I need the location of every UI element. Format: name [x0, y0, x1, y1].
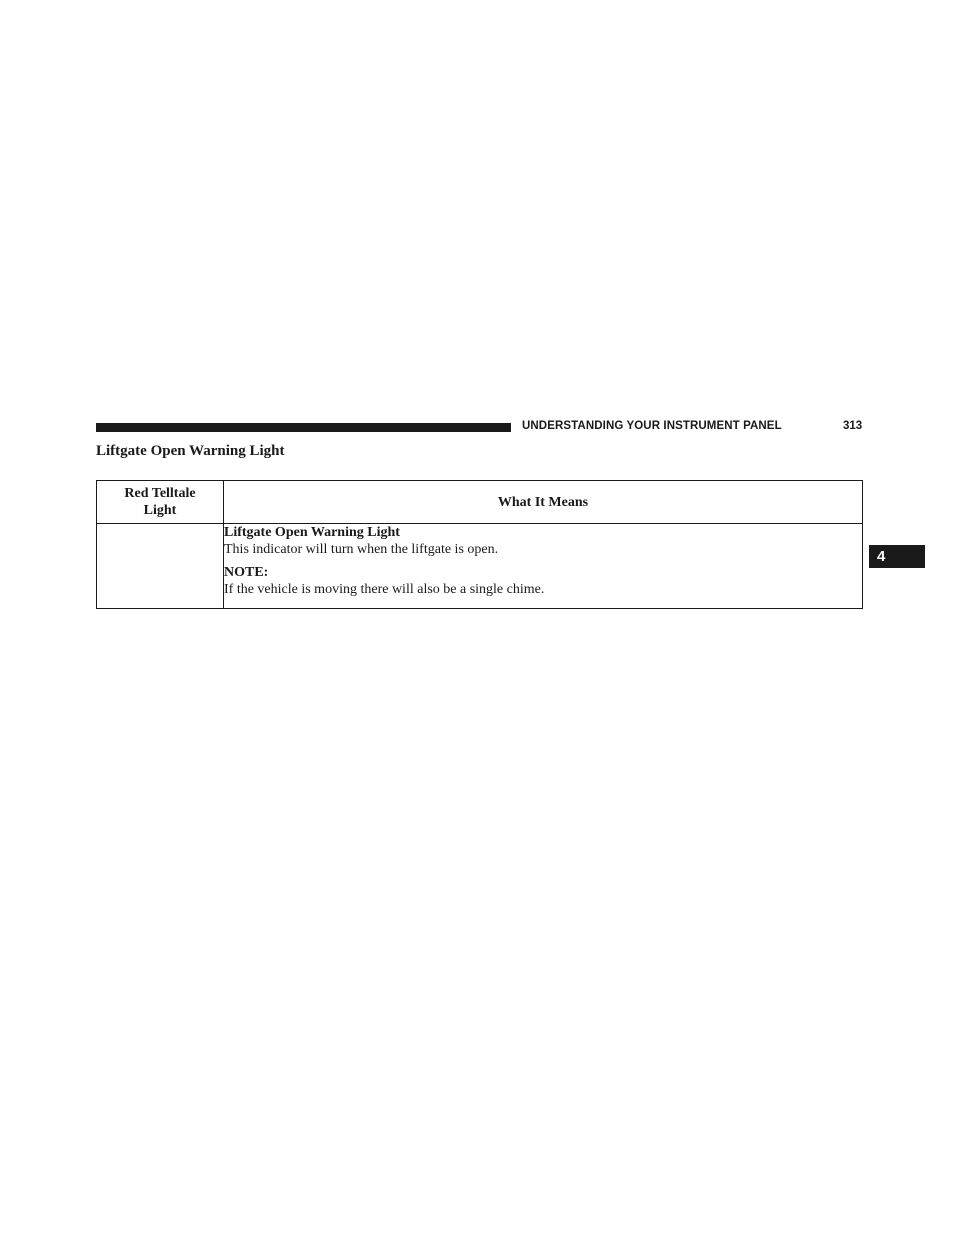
section-heading: Liftgate Open Warning Light	[96, 443, 285, 459]
entry-description: This indicator will turn when the liftgate is open.	[224, 542, 499, 557]
entry-title: Liftgate Open Warning Light	[224, 525, 400, 540]
chapter-tab: 4	[869, 545, 925, 568]
telltale-icon-cell	[97, 524, 224, 609]
column-header-meaning: What It Means	[224, 481, 863, 524]
note-text: If the vehicle is moving there will also be a single chime.	[224, 582, 545, 597]
column-header-telltale: Red Telltale Light	[97, 481, 224, 524]
note-label: NOTE:	[224, 565, 269, 580]
table-header-row	[97, 481, 863, 524]
table-row	[97, 524, 863, 609]
page-number: 313	[843, 420, 863, 432]
header-rule	[96, 423, 511, 432]
running-header-title: UNDERSTANDING YOUR INSTRUMENT PANEL	[522, 420, 782, 432]
meaning-cell	[224, 524, 863, 609]
telltale-table	[96, 480, 863, 609]
